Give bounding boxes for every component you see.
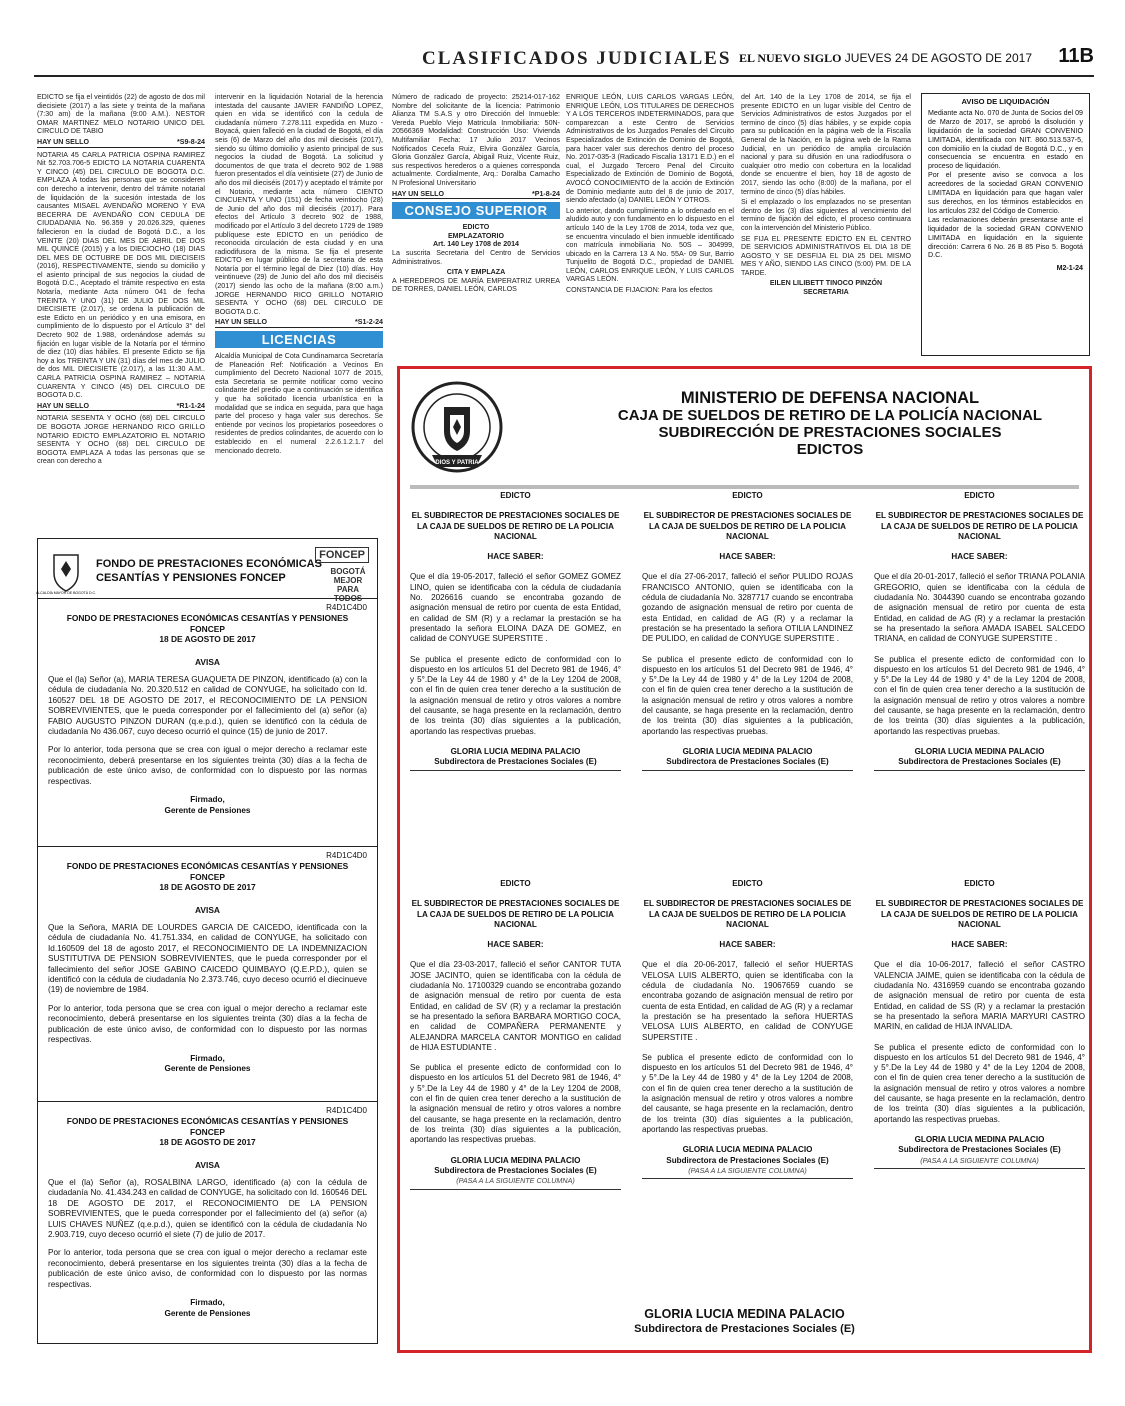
defensa-title-3: SUBDIRECCIÓN DE PRESTACIONES SOCIALES [658, 424, 1002, 441]
col3-heading-4: CITA Y EMPLAZA [446, 268, 506, 277]
edicto-body: Que el día 19-05-2017, falleció el señor GOMEZ GOMEZ LINO, quien se identificaba con la cédula de ciudadanía No. 2026616 cuando se encontraba gozando de asignación mensual de retiro por cuenta de esta Entidad, en calidad de SM (R) y a reclamar la prestación se ha presentado la señora ELOINA DAZA DE GOMEZ, en calidad de CONYUGE SUPERSTITE . [410, 572, 621, 644]
edicto-signer-name: GLORIA LUCIA MEDINA PALACIO [450, 1155, 581, 1165]
column-2 [215, 93, 383, 529]
liquidacion-text-3: Las reclamaciones deberán presentarse ante el liquidador de la sociedad GRAN CONVENIO LIMITADA en liquidación en la siguiente dirección: Carrera 6 No. 26 B 85 Piso 5. Bogotá D.C. [928, 215, 1083, 260]
edicto-body: Que el día 23-03-2017, falleció el señor CANTOR TUTA JOSE JACINTO, quien se identificaba con la cédula de ciudadanía No. 17100329 cuando se encontraba gozando de asignación mensual de retiro por cuenta de esta Entidad, en calidad de SV (R) y a reclamar la prestación se ha presentado la señora BARBARA MORTIGO COCA, en calidad de COMPAÑERA PERMANENTE y ALEJANDRA MARCELA CANTOR MONTIGO en calidad de HIJA ESTUDIANTE . [410, 960, 621, 1052]
foncep-logo: FONCEP [315, 547, 369, 563]
defensa-title-1: MINISTERIO DE DEFENSA NACIONAL [680, 389, 980, 407]
bogota-coat-of-arms-icon [35, 551, 97, 595]
consejo-banner: CONSEJO SUPERIOR [392, 202, 560, 219]
ministerio-defensa-notice [397, 366, 1092, 1353]
page-header [34, 44, 1094, 82]
edicto-body: Que el día 10-06-2017, falleció el señor CASTRO VALENCIA JAIME, quien se identificaba con la cédula de ciudadanía No. 4316959 cuando se encontraba gozando de asignación mensual de retiro por cuenta de esta Entidad, en calidad de SS (R) y a reclamar la prestación se ha presentado la señora MARIA MARYURI CASTRO MARIN, en calidad de HIJA INVALIDA. [874, 960, 1085, 1032]
col1-signature-2: HAY UN SELLO *R1-1-24 [37, 401, 205, 410]
edicto-subdirector: EL SUBDIRECTOR DE PRESTACIONES SOCIALES DE [411, 899, 620, 909]
liquidacion-notice [921, 93, 1090, 356]
edicto-legal: Se publica el presente edicto de conformidad con lo dispuesto en los artículos 51 del Decreto 981 de 1946, 4° y 5°.De la Ley 44 de 1980 y 4° de la Ley 1204 de 2008, con el fin de quien crea tener derecho a la sustitución de la asignación mensual de retiro y otros valores a nombre del causante, se haga presente en la reclamación, dentro de los treinta (30) días siguientes a la publicación, aportando las respectivas pruebas. [642, 654, 853, 736]
foncep-header [35, 539, 377, 603]
col3-heading-3: Art. 140 Ley 1708 de 2014 [433, 240, 519, 249]
foncep-aviso-1: R4D1C4D0 FONDO DE PRESTACIONES ECONÓMICAS CESANTÍAS Y PENSIONES FONCEP 18 DE AGOSTO DE 2017 AVISA Que el (la) Señor (a), MARIA TERESA GUAQUETA DE PINZON, identificado (a) con la cédula de ciudadanía No. 20.320.512 en calidad de CONYUGE, ha solicitado con Id. 160527 DEL 18 DE AGOSTO DE 2017, el RECONOCIMIENTO DE LA PENSION SOBREVIVIENTES, que le pueda corresponder por el fallecimiento del (a) señor (a) FABIO AUGUSTO PINZON DURAN (q.e.p.d.), quien se identificó con la cédula de ciudadanía No 436.067, cuyo deceso ocurrió el quince (15) de junio de 2017. Por lo anterior, toda persona que se crea con igual o mejor derecho a reclamar este reconocimiento, deberá presentarse en los siguientes treinta (30) días a la fecha de publicación de este único aviso, de conformidad con lo dispuesto por las normas respectivas. Firmado, Gerente de Pensiones [38, 599, 377, 847]
edicto-signer-role: Subdirectora de Prestaciones Sociales (E) [898, 757, 1061, 767]
liquidacion-code: M2-1-24 [1056, 264, 1083, 273]
col2-text-2: Alcaldía Municipal de Cota Cundinamarca Secretaría de Planeación Ref: Notificación a Vecinos En cumplimiento del Decreto Nacional 1077 de 2015, esta Secretaria se permite notificar como vecino colindante del predio que a continuación se identifica y que ha solicitado licencia urbanística en la modalidad que se indica en seguida, para que haga parte del proceso y haga valer sus derechos. Se entiende por vecinos los propietarios poseedores o residentes de predios colindantes, de acuerdo con lo establecido en el numeral 2.2.6.1.2.1.7 del mencionado decreto. [215, 352, 383, 455]
edicto-legal: Se publica el presente edicto de conformidad con lo dispuesto en los artículos 51 del Decreto 981 de 1946, 4° y 5°.De la Ley 44 de 1980 y 4° de la Ley 1204 de 2008, con el fin de quien crea tener derecho a la sustitución de la asignación mensual de retiro y otros valores a nombre del causante, se haga presente en la reclamación, dentro de los treinta (30) días siguientes a la publicación, aportando las respectivas pruebas. [410, 1063, 621, 1145]
edicto-heading: EDICTO [964, 879, 995, 888]
col4-text-3: CONSTANCIA DE FIJACION: Para los efectos [566, 286, 713, 295]
defensa-titles [590, 389, 1070, 458]
col2-text-1: intervenir en la liquidación Notarial de la herencia intestada del causante JAVIER FANDIÑO LOPEZ, quien en vida se identificó con la cedula de ciudadanía número 7.278.111 expedida en Muzo - Boyacá, quien falleció en la ciudad de Bogotá, el día seis (6) de Marzo del año dos mil dieciséis (2017), siendo su último domicilio y asiento principal de sus negocios la ciudad de Bogotá. La solicitud y documentos de que trata el decreto 902 de 1.988 fueron presentados el día veintisiete (27) de Junio de año dos mil dieciséis (2017) y aceptado el trámite por el Notario, mediante acta número CIENTO CINCUENTA Y UNO (151) de fecha veintiocho (28) de Junio del año dos mil dieciséis (2017). Para efectos del Artículo 3 decreto 902 de 1988, modificado por el Artículo 3 del decreto 1729 de 1989 publíquese este EDICTO en un periódico de reconocida circulación de esta ciudad y en una radiodifusora de la misma. Se fija el presente EDICTO en lugar público de la secretaria de esta Notaría por el término legal de Diez (10) días. Hoy veintinueve (29) de Junio del año dos mil dieciséis (2017) siendo las ocho de la mañana (8:00 a.m.) JORGE HERNANDO RICO GRILLO NOTARIO SESENTA Y OCHO (68) DEL CIRCULO DE BOGOTA D.C. [215, 93, 383, 316]
col4-text-1: ENRIQUE LEÓN, LUIS CARLOS VARGAS LEÓN, ENRIQUE LEÓN, LOS TITULARES DE DERECHOS Y A LOS TERCEROS INDETERMINADOS, para que comparezcan a este Centro de Servicios Administrativos de los Juzgados Penales del Circuito Especializados de Extinción de Dominio de Bogotá, para hacer valer sus derechos dentro del proceso No. 2017-035-3 (Radicado Fiscalía 13171 E.D.) en el cual, el Juzgado Tercero Penal del Circuito Especializado de Extinción de Dominio de Bogotá, AVOCÓ CONOCIMIENTO de la acción de Extinción de Dominio mediante auto del 8 de junio de 2017, siendo afectado (a) DANIEL LEÓN Y OTROS. [566, 93, 734, 205]
edicto-heading: EDICTO [732, 491, 763, 500]
col1-signature-1: HAY UN SELLO *S9-8-24 [37, 137, 205, 146]
edicto-subdirector: EL SUBDIRECTOR DE PRESTACIONES SOCIALES DE [411, 511, 620, 521]
svg-text:ALCALDÍA MAYOR DE BOGOTÁ D.C.: ALCALDÍA MAYOR DE BOGOTÁ D.C. [35, 591, 97, 595]
column-5 [741, 93, 911, 359]
col3-text-2: La suscrita Secretaria del Centro de Servicios Administrativos. [392, 248, 560, 266]
liquidacion-text-2: Por el presente aviso se convoca a los acreedores de la sociedad GRAN CONVENIO LIMITADA en liquidación para que hagan valer sus derechos, en los términos establecidos en los artículos 232 del Código de Comercio. [928, 171, 1083, 215]
defensa-title-4: EDICTOS [796, 441, 864, 458]
edicto-3 [874, 491, 1085, 771]
edicto-heading: EDICTO [500, 491, 531, 500]
edicto-rule [410, 770, 621, 771]
edicto-rule [642, 770, 853, 771]
edicto-caja: LA CAJA DE SUELDOS DE RETIRO DE LA POLICIA NACIONAL [649, 909, 846, 929]
defensa-final-signature: GLORIA LUCIA MEDINA PALACIO Subdirectora de Prestaciones Sociales (E) [634, 1307, 855, 1335]
edicto-2 [642, 491, 853, 771]
edicto-signer-name: GLORIA LUCIA MEDINA PALACIO [682, 1145, 813, 1155]
paper-name: EL NUEVO SIGLO [738, 51, 842, 65]
edicto-signer-name: GLORIA LUCIA MEDINA PALACIO [914, 746, 1045, 756]
header-rule [34, 75, 1094, 77]
page-number: 11B [1058, 45, 1094, 67]
edicto-caja: LA CAJA DE SUELDOS DE RETIRO DE LA POLICIA NACIONAL [417, 521, 614, 541]
bogota-mejor-logo: BOGOTÁ MEJOR PARA TODOS [330, 567, 366, 603]
col5-text-3: SE FIJA EL PRESENTE EDICTO EN EL CENTRO DE SERVICIOS ADMINISTRATIVOS EL DIA 18 DE AGOSTO Y SE DESFIJA EL DIA 25 DEL MISMO MES Y AÑO, SIENDO LAS CINCO (5:00) PM. DE LA TARDE. [741, 234, 911, 277]
col4-text-2: Lo anterior, dando cumplimiento a lo ordenado en el aludido auto y con fundamento en lo dispuesto en el artículo 140 de la Ley 1708 de 2014, toda vez que, se encuentra vinculado el bien inmueble identificado con matrícula inmobiliaria No. 50S – 304999, ubicado en la Carrera 13 A No. 55A- 09 Sur, Barrio Tunjuelito de Bogotá D.C., propiedad de DANIEL LEÓN, CARLOS ENRIQUE LEÓN, Y LUIS CARLOS VARGAS LEÓN. [566, 206, 734, 284]
col5-signer: EILEN LILIBETT TINOCO PINZÓN [769, 279, 883, 288]
edicto-heading: EDICTO [732, 879, 763, 888]
edicto-legal: Se publica el presente edicto de conformidad con lo dispuesto en los artículos 51 del Decreto 981 de 1946, 4° y 5°.De la Ley 44 de 1980 y 4° de la Ley 1204 de 2008, con el fin de quien crea tener derecho a la sustitución de la asignación mensual de retiro y otros valores a nombre del causante, se haga presente en la reclamación, dentro de los treinta (30) días siguientes a la publicación, aportando las respectivas pruebas. [874, 1042, 1085, 1124]
defensa-title-2: CAJA DE SUELDOS DE RETIRO DE LA POLICÍA NACIONAL [617, 407, 1043, 424]
edicto-caja: LA CAJA DE SUELDOS DE RETIRO DE LA POLICIA NACIONAL [881, 521, 1078, 541]
edicto-hace-saber: HACE SABER: [719, 552, 776, 562]
edicto-signer-name: GLORIA LUCIA MEDINA PALACIO [450, 746, 581, 756]
col5-text-2: Si el emplazado o los emplazados no se presentan dentro de los (3) días siguientes al vencimiento del termino de fijación del edicto, el proceso continuara con la intervención del Ministerio Público. [741, 198, 911, 232]
edicto-heading: EDICTO [500, 879, 531, 888]
edicto-rule [874, 770, 1085, 771]
edicto-signer-name: GLORIA LUCIA MEDINA PALACIO [682, 746, 813, 756]
edicto-rule [642, 1178, 853, 1179]
defensa-divider [410, 485, 1079, 489]
col1-text-2: NOTARIA 45 CARLA PATRICIA OSPINA RAMIREZ Nit 52.703.706-5 EDICTO LA NOTARIA CUARENTA Y CINCO (45) DEL CIRCULO DE BOGOTA D.C. EMPLAZA A todas las personas que se consideren con derecho a intervenir, dentro del trámite notarial de liquidación de la sucesión intestada de los causantes MISAEL AVENDAÑO MORENO Y EVA BECERRA DE AVENDAÑO CON CEDULA DE CIUDADANIA No. 96.359 y 20.026.329, quienes fallecieron en la ciudad de Bogotá D.C., a los VEINTE (20) DIAS DEL MES DE ABRIL DE DOS MIL QUINCE (2015) y a los DIECIOCHO (18) DIAS DEL MES DE OCTUBRE DE DOS MIL DIECISEIS (2016), RESPECTIVAMENTE, siendo su domicilio y el asiento principal de sus negocios la ciudad de Bogotá D.C., Aceptado el trámite respectivo en esta Notaría, mediante Acta número 041 de fecha TREINTA Y UNO (31) DE JULIO DE DOS MIL DIECISIETE (2.017), se ordena la publicación de este Edicto en un periódico y en una emisora, en cumplimiento de lo dispuesto por el Artículo 3° del Decreto 902 de 1.988, ordenándose además su fijación en lugar visible de la Notaría por el término de diez (10) días hábiles. El presente Edicto se fija hoy a los TREINTA Y UN (31) días del mes de JULIO de dos MIL DIECISIETE (2.017), a las 11:30 A.M.. CARLA PATRICIA OSPINA RAMIREZ – NOTARIA CUARENTA Y CINCO (45) DEL CIRCULO DE BOGOTA D.C. [37, 150, 205, 400]
col3-text-3: A HEREDEROS DE MARÍA EMPERATRIZ URREA DE TORRES, DANIEL LEÓN, CARLOS [392, 276, 560, 294]
edicto-caja: LA CAJA DE SUELDOS DE RETIRO DE LA POLICIA NACIONAL [649, 521, 846, 541]
column-4 [566, 93, 734, 359]
column-1 [37, 93, 205, 529]
col3-heading-2: EMPLAZATORIO [447, 231, 505, 240]
edicto-hace-saber: HACE SABER: [951, 552, 1008, 562]
foncep-aviso-2: R4D1C4D0 FONDO DE PRESTACIONES ECONÓMICAS CESANTÍAS Y PENSIONES FONCEP 18 DE AGOSTO DE 2017 AVISA Que la Señora, MARIA DE LOURDES GARCIA DE CAICEDO, identificada con la cédula de ciudadanía No. 41.751.334, en calidad de CONYUGE, ha solicitado con Id.160509 del 18 de agosto 2017, el RECONOCIMIENTO DE LA INDEMNIZACION SUSTITUTIVA DE PENSION SOBREVIVIENTES, que le pueda corresponder por el fallecimiento del señor JOSE GABINO CAICEDO QUIMBAYO (Q.E.P.D.), quien se identificó con la cédula de ciudadanía No 2.373.746, cuyo deceso ocurrió el diecinueve (19) de noviembre de 1984. Por lo anterior, toda persona que se crea con igual o mejor derecho a reclamar este reconocimiento, deberá presentarse en los siguientes treinta (30) días a la fecha de publicación de este único aviso, de conformidad con lo dispuesto por las normas respectivas. Firmado, Gerente de Pensiones [38, 847, 377, 1102]
edicto-signer-role: Subdirectora de Prestaciones Sociales (E) [898, 1145, 1061, 1155]
edicto-5 [642, 879, 853, 1179]
edicto-signer-role: Subdirectora de Prestaciones Sociales (E) [666, 757, 829, 767]
edicto-hace-saber: HACE SABER: [951, 940, 1008, 950]
col3-text-1: Número de radicado de proyecto: 25214-017-162 Nombre del solicitante de la licencia: Patrimonio Alianza TM S.A.S y otro Dirección del Inmueble: Vereda Pueblo Viejo Matricula Inmobiliaria: 50N-20566369 Modalidad: Construcción Uso: Vivienda Multifamiliar Fecha: 17 Julio 2017 Vecinos Notificados Cecefa Ruiz, Elvira González García, Gloria González García, Abigail Ruiz, Vicente Ruiz, sus respectivos herederos o a quienes corresponda actualmente. Cordialmente, Arq.: Doralba Camacho N Profesional Universitario [392, 93, 560, 187]
edicto-rule [874, 1168, 1085, 1169]
edicto-1 [410, 491, 621, 771]
edicto-signer-role: Subdirectora de Prestaciones Sociales (E) [434, 1165, 597, 1175]
issue-date: JUEVES 24 DE AGOSTO DE 2017 [844, 51, 1032, 65]
col3-heading-1: EDICTO [462, 223, 490, 232]
edicto-caja: LA CAJA DE SUELDOS DE RETIRO DE LA POLICIA NACIONAL [881, 909, 1078, 929]
col3-signature-1: HAY UN SELLO *P1-8-24 [392, 189, 560, 198]
foncep-notice [37, 538, 378, 1344]
edicto-6 [874, 879, 1085, 1169]
edicto-heading: EDICTO [964, 491, 995, 500]
edicto-hace-saber: HACE SABER: [487, 552, 544, 562]
edicto-4 [410, 879, 621, 1190]
edicto-subdirector: EL SUBDIRECTOR DE PRESTACIONES SOCIALES DE [643, 899, 852, 909]
col1-text-3: NOTARIA SESENTA Y OCHO (68) DEL CIRCULO DE BOGOTA JORGE HERNANDO RICO GRILLO NOTARIO EDICTO EMPLAZATORIO EL NOTARIO SESENTA Y OCHO (68) DEL CIRCULO DE BOGOTA EMPLAZA A todas las personas que se crean con derecho a [37, 414, 205, 466]
policia-nacional-shield-icon [410, 377, 505, 487]
edicto-continues-note: (PASA A LA SIGUIENTE COLUMNA) [920, 1155, 1039, 1165]
edicto-continues-note: (PASA A LA SIGUIENTE COLUMNA) [688, 1166, 807, 1176]
edicto-body: Que el día 27-06-2017, falleció el señor PULIDO ROJAS FRANCISCO ANTONIO, quien se identificaba con la cédula de ciudadanía No. 3287717 cuando se encontraba gozando de asignación mensual de retiro por cuenta de esta Entidad, en calidad de AG (R) y a reclamar la prestación se ha presentado la señora OTILIA LANDINEZ DE PULIDO, en calidad de CONYUGE SUPERSTITE . [642, 572, 853, 644]
col5-signer-role: SECRETARIA [803, 288, 849, 297]
edicto-subdirector: EL SUBDIRECTOR DE PRESTACIONES SOCIALES DE [643, 511, 852, 521]
liquidacion-text-1: Mediante acta No. 070 de Junta de Socios del 09 de Marzo de 2017, se aprobó la disolución y liquidación de la sociedad GRAN CONVENIO LIMITADA, identificada con NIT. 860.513.537-5, con domicilio en la ciudad de Bogotá D.C., y en consecuencia se encuentra en estado en proceso de liquidación. [928, 108, 1083, 171]
col1-text-1: EDICTO se fija el veintidós (22) de agosto de dos mil diecisiete (2017) a las siete y treinta de la mañana (7:30 am) de la mañana (9:00 A.M.). NESTOR OMAR MARTINEZ MELO NOTARIO UNICO DEL CIRCULO DE TABIO [37, 93, 205, 136]
edicto-legal: Se publica el presente edicto de conformidad con lo dispuesto en los artículos 51 del Decreto 981 de 1946, 4° y 5°.De la Ley 44 de 1980 y 4° de la Ley 1204 de 2008, con el fin de quien crea tener derecho a la sustitución de la asignación mensual de retiro y otros valores a nombre del causante, se haga presente en la reclamación, dentro de los treinta (30) días siguientes a la publicación, aportando las respectivas pruebas. [410, 654, 621, 736]
edicto-hace-saber: HACE SABER: [719, 940, 776, 950]
edicto-legal: Se publica el presente edicto de conformidad con lo dispuesto en los artículos 51 del Decreto 981 de 1946, 4° y 5°.De la Ley 44 de 1980 y 4° de la Ley 1204 de 2008, con el fin de quien crea tener derecho a la sustitución de la asignación mensual de retiro y otros valores a nombre del causante, se haga presente en la reclamación, dentro de los treinta (30) días siguientes a la publicación, aportando las respectivas pruebas. [642, 1052, 853, 1134]
edicto-body: Que el día 20-01-2017, falleció el señor TRIANA POLANIA GREGORIO, quien se identificaba con la cédula de ciudadanía No. 3044390 cuando se encontraba gozando de asignación mensual de retiro por cuenta de esta Entidad, en calidad de AG (R) y a reclamar la prestación se ha presentado la señora AMADA ISABEL SALCEDO TRIANA, en calidad de CONYUGE SUPERSTITE . [874, 572, 1085, 644]
edicto-rule [410, 1189, 621, 1190]
edicto-signer-role: Subdirectora de Prestaciones Sociales (E) [434, 757, 597, 767]
col2-signature-1: HAY UN SELLO *S1-2-24 [215, 318, 383, 327]
foncep-aviso-3: R4D1C4D0 FONDO DE PRESTACIONES ECONÓMICAS CESANTÍAS Y PENSIONES FONCEP 18 DE AGOSTO DE 2017 AVISA Que el (la) Señor (a), ROSALBINA LARGO, identificado (a) con la cédula de ciudadanía No. 41.434.243 en calidad de CONYUGE, ha solicitado con Id. 160546 DEL 18 DE AGOSTO DE 2017, el RECONOCIMIENTO DE LA PENSION SOBREVIVIENTES, que le pueda corresponder por el fallecimiento del (a) señor (a) LUIS CHAVES NUÑEZ (q.e.p.d.), quien se identificó con la cédula de ciudadanía No 2.903.719, cuyo deceso ocurrió el siete (7) de julio de 2017. Por lo anterior, toda persona que se crea con igual o mejor derecho a reclamar este reconocimiento, deberá presentarse en los siguientes treinta (30) días a la fecha de publicación de este único aviso, de conformidad con lo dispuesto por las normas respectivas. Firmado, Gerente de Pensiones [48, 1106, 367, 1318]
liquidacion-title: AVISO DE LIQUIDACIÓN [961, 97, 1050, 106]
col5-text-1: del Art. 140 de la Ley 1708 de 2014, se fija el presente EDICTO en un lugar visible del Centro de Servicios Administrativos de estos Juzgados por el termino de cinco (5) días hábiles, y se expide copia para su publicación en la página web de la Fiscalía General de la Nación, en la página web de la Rama Judicial, en un periódico de amplia circulación nacional y para su difusión en una radiodifusora o cualquier otro medio con cobertura en la localidad donde se encuentre el bien, hoy 18 de agosto de 2017, siendo las ocho (8:00) de la mañana, por el termino de cinco (5) días hábiles. [741, 93, 911, 196]
licencias-banner: LICENCIAS [215, 331, 383, 348]
edicto-caja: LA CAJA DE SUELDOS DE RETIRO DE LA POLICIA NACIONAL [417, 909, 614, 929]
edicto-legal: Se publica el presente edicto de conformidad con lo dispuesto en los artículos 51 del Decreto 981 de 1946, 4° y 5°.De la Ley 44 de 1980 y 4° de la Ley 1204 de 2008, con el fin de quien crea tener derecho a la sustitución de la asignación mensual de retiro y otros valores a nombre del causante, se haga presente en la reclamación, dentro de los treinta (30) días siguientes a la publicación, aportando las respectivas pruebas. [874, 654, 1085, 736]
edicto-continues-note: (PASA A LA SIGUIENTE COLUMNA) [456, 1176, 575, 1186]
edicto-body: Que el día 20-06-2017, falleció el señor HUERTAS VELOSA LUIS ALBERTO, quien se identificaba con la cédula de ciudadanía No. 19067659 cuando se encontraba gozando de asignación mensual de retiro por cuenta de esta Entidad, en calidad de AG (R) y a reclamar la prestación se ha presentado la señora HUERTAS VELOSA LUIS ALBERTO, en calidad de CONYUGE SUPERSTITE . [642, 960, 853, 1042]
svg-text:DIOS Y PATRIA: DIOS Y PATRIA [435, 460, 479, 466]
edicto-signer-name: GLORIA LUCIA MEDINA PALACIO [914, 1134, 1045, 1144]
paper-date [739, 51, 1032, 66]
foncep-header-title: FONDO DE PRESTACIONES ECONÓMICAS CESANTÍAS Y PENSIONES FONCEP [96, 558, 322, 584]
column-3 [392, 93, 560, 359]
edicto-hace-saber: HACE SABER: [487, 940, 544, 950]
edicto-subdirector: EL SUBDIRECTOR DE PRESTACIONES SOCIALES DE [875, 511, 1084, 521]
edicto-subdirector: EL SUBDIRECTOR DE PRESTACIONES SOCIALES DE [875, 899, 1084, 909]
edicto-signer-role: Subdirectora de Prestaciones Sociales (E) [666, 1155, 829, 1165]
section-title: CLASIFICADOS JUDICIALES [422, 48, 732, 69]
